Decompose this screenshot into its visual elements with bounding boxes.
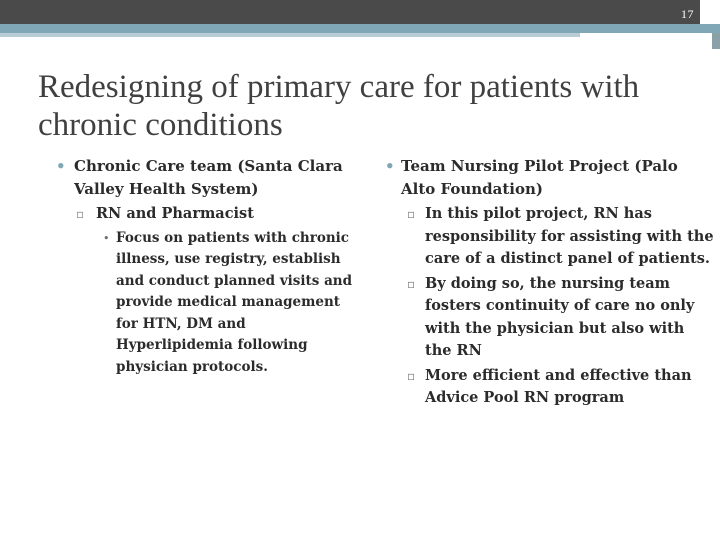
square-bullet-icon: ▫ (407, 276, 416, 291)
sub-sub-bullet-focus (56, 228, 356, 379)
square-bullet-icon: ▫ (407, 368, 416, 383)
bullet-chronic-care-team (56, 155, 356, 201)
accent-bar-thin (0, 33, 580, 37)
right-rail (712, 33, 720, 49)
sub-bullet-text: By doing so, the nursing team fosters continuity of care no only with the physician but also with the RN (425, 274, 695, 359)
square-bullet-icon: ▫ (407, 207, 416, 221)
sub-bullet-rn-pharmacist (56, 203, 356, 226)
bullet-text: Chronic Care team (Santa Clara Valley Health System) (74, 157, 343, 198)
slide-title: Redesigning of primary care for patients with chronic conditions (38, 69, 640, 143)
sub-bullet-text: RN and Pharmacist (96, 205, 254, 222)
small-dot-icon: • (103, 231, 110, 245)
sub-bullet-efficiency (385, 365, 715, 410)
sub-bullet-text: More efficient and effective than Advice Pool RN program (425, 366, 692, 406)
sub-bullet-text: In this pilot project, RN has responsibility for assisting with the care of a distinct panel of patients. (425, 205, 714, 267)
sub-sub-bullet-text: Focus on patients with chronic illness, use registry, establish and conduct planned visits and provide medical management for HTN, DM and Hyperlipidemia following physician protocols. (116, 229, 353, 375)
bullet-dot-icon: • (385, 157, 395, 175)
bullet-dot-icon: • (56, 157, 66, 175)
bullet-text: Team Nursing Pilot Project (Palo Alto Foundation) (401, 157, 678, 198)
page-number: 17 (681, 7, 694, 21)
right-column (385, 155, 715, 410)
sub-bullet-continuity (385, 273, 715, 363)
accent-bar (0, 24, 720, 33)
top-bar (0, 0, 700, 24)
square-bullet-icon: ▫ (76, 207, 85, 221)
sub-bullet-pilot-project (385, 203, 715, 271)
left-column (56, 155, 356, 378)
bullet-team-nursing-pilot (385, 155, 715, 201)
